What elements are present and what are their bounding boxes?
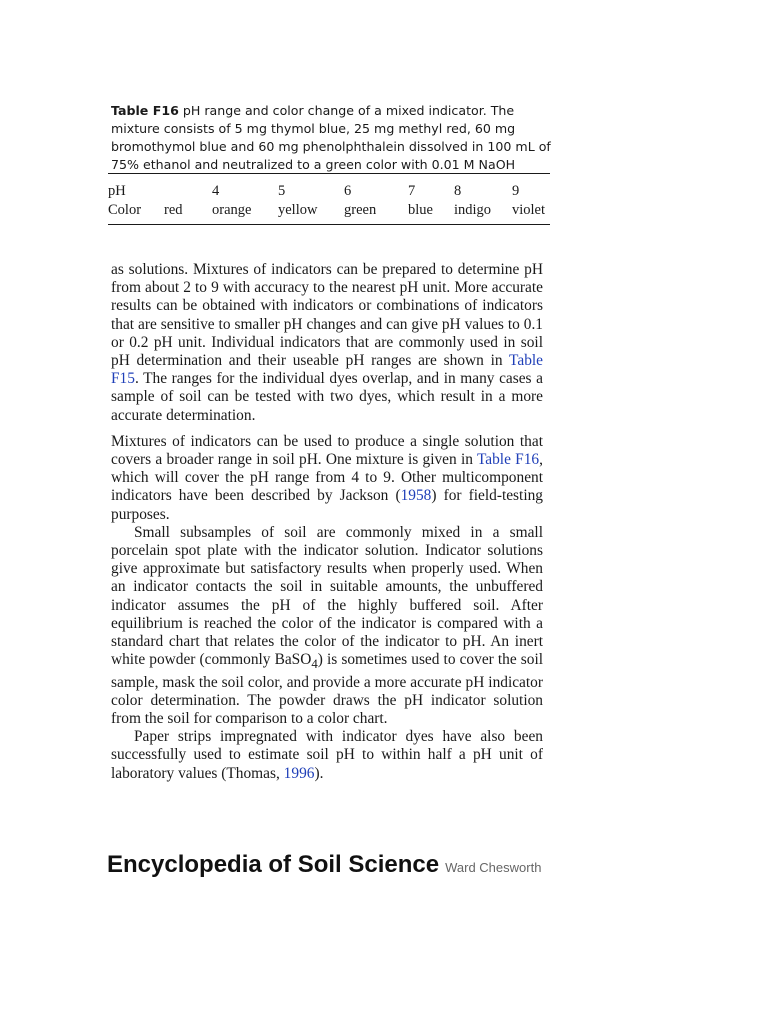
table-row-color — [108, 201, 550, 220]
paragraph-3 — [111, 524, 543, 728]
paragraph-text: as solutions. Mixtures of indicators can be prepared to determine pH from about 2 to 9 with accuracy to the nearest pH unit. More accurate results can be obtained with indicators or combinations of indicators that are sensitive to smaller pH changes and can give pH values to 0.1 or 0.2 pH unit. Individual indicators that are commonly used in soil pH determination and their useable pH ranges are shown in — [111, 261, 543, 370]
paragraph-text: Paper strips impregnated with indicator dyes have also been successfully used to estimate soil pH to within half a pH unit of laboratory values (Thomas, — [111, 728, 543, 782]
table-cell: violet — [512, 202, 546, 218]
table-cell: 6 — [344, 183, 352, 199]
table-f16-link[interactable]: Table F16 — [476, 451, 540, 469]
table-cell: red — [164, 202, 183, 218]
paragraph-text: ) for field-testing purposes. — [111, 487, 543, 523]
table-top-rule — [108, 173, 550, 174]
table-cell: indigo — [454, 202, 492, 218]
citation-1996-link[interactable]: 1996 — [283, 764, 315, 782]
table-cell: green — [344, 202, 377, 218]
paragraph-text: Mixtures of indicators can be used to produce a single solution that covers a broader range in soil pH. One mixture is given in — [111, 432, 543, 469]
table-caption — [111, 102, 551, 174]
table-row-ph — [108, 182, 550, 201]
book-author: Ward Chesworth — [445, 860, 542, 875]
citation-1958-link[interactable]: 1958 — [400, 487, 432, 505]
table-f15-link[interactable]: Table F15 — [111, 352, 543, 388]
table-cell: orange — [212, 202, 252, 218]
book-title-text: Encyclopedia of Soil Science — [107, 851, 440, 878]
table-cell: 8 — [454, 183, 462, 199]
book-title — [107, 851, 541, 879]
caption-text: pH range and color change of a mixed indicator. The mixture consists of 5 mg thymol blue, 25 mg methyl red, 60 mg bromothymol blue and 60 mg phenolphthalein dissolved in 100 mL of 75% ethanol and neutralized to a green color with 0.01 M NaOH — [111, 103, 551, 172]
paragraph-text: ). — [314, 764, 324, 782]
paragraph-4 — [111, 728, 543, 783]
body-text — [111, 261, 543, 783]
table-cell: blue — [408, 202, 433, 218]
table-cell: 5 — [278, 183, 286, 199]
paragraph-1 — [111, 261, 543, 425]
table-cell: 4 — [212, 183, 220, 199]
table-bottom-rule — [108, 224, 550, 225]
paragraph-text: Small subsamples of soil are commonly mixed in a small porcelain spot plate with the indicator solution. Indicator solutions give approximate but satisfactory results when properly used. When an indicator contacts the soil in suitable amounts, the unbuffered indicator assumes the pH of the highly buffered soil. After equilibrium is reached the color of the indicator is compared with a standard chart that relates the color of the indicator to pH. An inert white powder (commonly BaSO — [111, 523, 543, 669]
table-cell: 9 — [512, 183, 520, 199]
ph-color-table — [108, 182, 550, 220]
paragraph-2 — [111, 433, 543, 524]
table-cell: yellow — [278, 202, 318, 218]
table-cell — [164, 182, 212, 201]
paragraph-text: . The ranges for the individual dyes overlap, and in many cases a sample of soil can be tested with two dyes, which result in a more accurate determination. — [111, 370, 543, 424]
subscript-4: 4 — [311, 657, 318, 672]
table-cell: 7 — [408, 183, 416, 199]
row-label-ph: pH — [108, 183, 126, 199]
row-label-color: Color — [108, 202, 142, 218]
paragraph-text: ) is sometimes used to cover the soil sample, mask the soil color, and provide a more accurate pH indicator color determination. The powder draws the pH indicator solution from the soil for comparison to a color chart. — [111, 651, 543, 727]
paragraph-text: , which will cover the pH range from 4 to 9. Other multicomponent indicators have been described by Jackson ( — [111, 451, 543, 505]
table-label: Table F16 — [111, 103, 179, 118]
